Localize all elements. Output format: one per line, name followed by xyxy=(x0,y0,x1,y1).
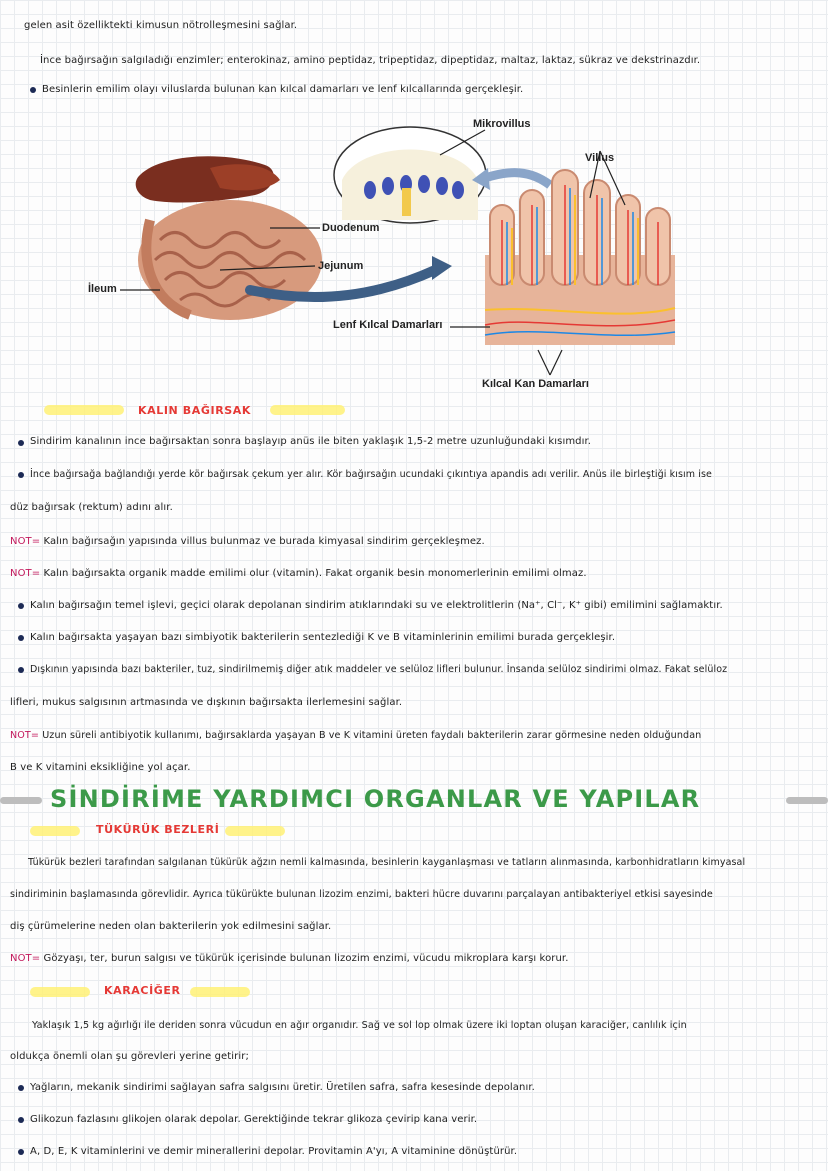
section-title-tukuruk: TÜKÜRÜK BEZLERİ xyxy=(96,823,220,836)
label-duodenum: Duodenum xyxy=(322,222,380,234)
bullet-icon xyxy=(18,1149,24,1155)
text-line: İnce bağırsağa bağlandığı yerde kör bağırsak çekum yer alır. Kör bağırsağın ucundaki çıkıntıya apandis adı verilir. Anüs ile birleştiği kısım ise xyxy=(30,469,712,480)
section-title-karaciger: KARACİĞER xyxy=(104,984,181,997)
label-ileum: İleum xyxy=(88,283,117,295)
text-line: Yaklaşık 1,5 kg ağırlığı ile deriden sonra vücudun en ağır organıdır. Sağ ve sol lop olmak üzere iki loptan oluşan karaciğer, canlılık için xyxy=(32,1020,687,1031)
text-line: Besinlerin emilim olayı viluslarda bulunan kan kılcal damarları ve lenf kılcallarında gerçekleşir. xyxy=(42,84,524,95)
highlight-stroke xyxy=(225,826,285,836)
text-line: Sindirim kanalının ince bağırsaktan sonra başlayıp anüs ile biten yaklaşık 1,5-2 metre uzunluğundaki kısımdır. xyxy=(30,436,592,447)
digestive-figure xyxy=(80,110,800,400)
note-text: Kalın bağırsağın yapısında villus bulunmaz ve burada kimyasal sindirim gerçekleşmez. xyxy=(43,536,485,547)
text-line: düz bağırsak (rektum) adını alır. xyxy=(10,502,173,513)
text-line: Kalın bağırsakta yaşayan bazı simbiyotik bakterilerin sentezlediği K ve B vitaminlerinin emilimi burada gerçekleşir. xyxy=(30,632,616,643)
label-lymph-capillaries: Lenf Kılcal Damarları xyxy=(333,319,443,331)
divider xyxy=(786,797,828,804)
text-line: Tükürük bezleri tarafından salgılanan tükürük ağzın nemli kalmasında, besinlerin kayganlaşması ve tatların alınmasında, karbonhidratların kimyasal xyxy=(28,857,746,868)
highlight-stroke xyxy=(30,826,80,836)
text-line: diş çürümelerine neden olan bakterilerin yok edilmesini sağlar. xyxy=(10,921,332,932)
section-title-kalin-bagirsak: KALIN BAĞIRSAK xyxy=(138,404,252,417)
text-line: Yağların, mekanik sindirimi sağlayan safra salgısını üretir. Üretilen safra, safra kesesinde depolanır. xyxy=(30,1082,535,1093)
text-line: İnce bağırsağın salgıladığı enzimler; enterokinaz, amino peptidaz, tripeptidaz, dipeptidaz, maltaz, laktaz, sükraz ve dekstrinazdır. xyxy=(40,55,701,66)
bullet-icon xyxy=(18,1085,24,1091)
bullet-icon xyxy=(18,667,24,673)
bullet-icon xyxy=(18,440,24,446)
label-blood-capillaries: Kılcal Kan Damarları xyxy=(482,378,589,390)
bullet-icon xyxy=(18,603,24,609)
note-label: NOT= xyxy=(10,536,41,547)
note-text: Uzun süreli antibiyotik kullanımı, bağırsaklarda yaşayan B ve K vitamini üreten faydalı bakterilerin zarar görmesine neden olduğundan xyxy=(42,730,702,741)
note-text: Gözyaşı, ter, burun salgısı ve tükürük içerisinde bulunan lizozim enzimi, vücudu mikroplara karşı korur. xyxy=(43,953,569,964)
bullet-icon xyxy=(18,635,24,641)
highlight-stroke xyxy=(270,405,345,415)
note-line xyxy=(10,536,485,547)
bullet-icon xyxy=(18,1117,24,1123)
highlight-stroke xyxy=(190,987,250,997)
text-line: sindiriminin başlamasında görevlidir. Ayrıca tükürükte bulunan lizozim enzimi, bakteri hücre duvarını parçalayan antibakteriyel etkisi sayesinde xyxy=(10,889,713,900)
note-line xyxy=(10,953,569,964)
label-villus: Villus xyxy=(585,152,615,164)
note-label: NOT= xyxy=(10,730,40,741)
highlight-stroke xyxy=(30,987,90,997)
label-microvillus: Mikrovillus xyxy=(473,118,531,130)
divider xyxy=(0,797,42,804)
text-line: Glikozun fazlasını glikojen olarak depolar. Gerektiğinde tekrar glikoza çevirip kana verir. xyxy=(30,1114,478,1125)
text-line: B ve K vitamini eksikliğine yol açar. xyxy=(10,762,191,773)
note-label: NOT= xyxy=(10,953,41,964)
bullet-icon xyxy=(18,472,24,478)
highlight-stroke xyxy=(44,405,124,415)
note-line xyxy=(10,730,701,741)
note-line xyxy=(10,568,587,579)
note-text: Kalın bağırsakta organik madde emilimi olur (vitamin). Fakat organik besin monomerlerinin emilimi olmaz. xyxy=(43,568,587,579)
text-line: gelen asit özelliktekti kimusun nötrolleşmesini sağlar. xyxy=(24,20,298,31)
text-line: lifleri, mukus salgısının artmasında ve dışkının bağırsakta ilerlemesini sağlar. xyxy=(10,697,403,708)
bullet-icon xyxy=(30,87,36,93)
text-line: A, D, E, K vitaminlerini ve demir minerallerini depolar. Provitamin A'yı, A vitaminine dönüştürür. xyxy=(30,1146,518,1157)
note-label: NOT= xyxy=(10,568,41,579)
text-line: oldukça önemli olan şu görevleri yerine getirir; xyxy=(10,1051,249,1062)
label-jejunum: Jejunum xyxy=(318,260,364,272)
main-title: SİNDİRİME YARDIMCI ORGANLAR VE YAPILAR xyxy=(50,785,701,813)
text-line: Dışkının yapısında bazı bakteriler, tuz, sindirilmemiş diğer atık maddeler ve selüloz lifleri bulunur. İnsanda selüloz sindirimi olmaz. Fakat selüloz xyxy=(30,664,728,675)
text-line: Kalın bağırsağın temel işlevi, geçici olarak depolanan sindirim atıklarındaki su ve elektrolitlerin (Na⁺, Cl⁻, K⁺ gibi) emilimini sağlamaktır. xyxy=(30,600,723,611)
